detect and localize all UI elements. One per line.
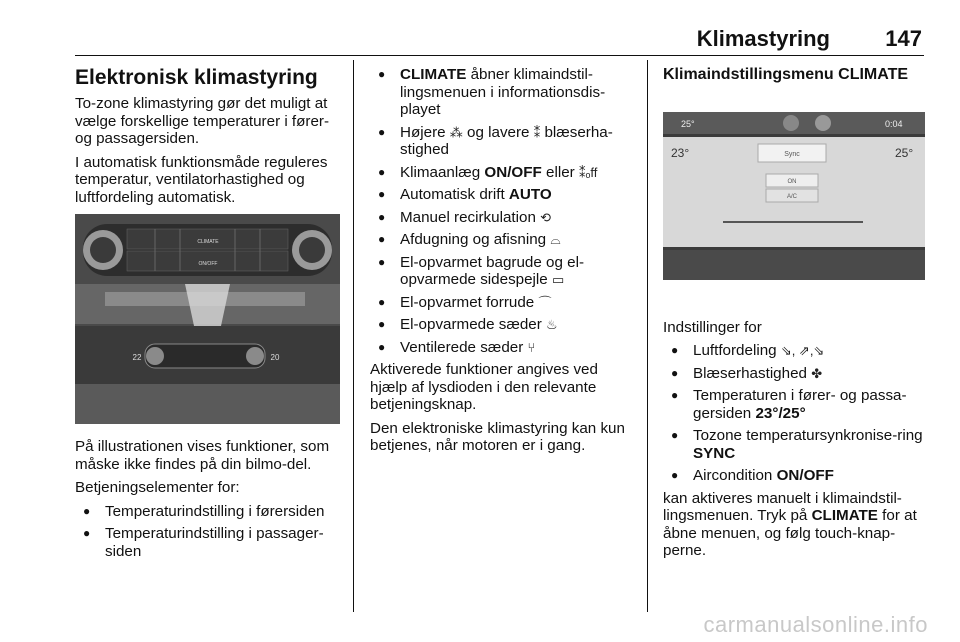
- list-item: [663, 467, 931, 485]
- page-header-title: Klimastyring: [696, 26, 830, 51]
- ventilated-seat-icon: ⑂: [527, 339, 536, 355]
- list-item: [370, 124, 638, 159]
- list-item: [370, 231, 638, 249]
- fan-speed-icon: ✤: [811, 365, 823, 381]
- list-item-text: Luftfordeling: [693, 342, 781, 359]
- settings-bullet-list: [663, 342, 931, 485]
- screen-top-temp: 25°: [681, 118, 695, 129]
- climate-label: CLIMATE: [811, 507, 878, 524]
- paragraph-text: for at åbne menuen, og følg touch-knap-perne.: [663, 507, 917, 559]
- engine-running-paragraph: Den elektroniske klimastyring kan kun betjenes, når motoren er i gang.: [370, 419, 625, 454]
- fan-off-icon: ⁑ₒff: [578, 164, 598, 180]
- panel-climate-button-label: CLIMATE: [197, 239, 219, 245]
- list-item: [370, 164, 638, 182]
- list-item: [370, 254, 638, 289]
- list-item: [370, 186, 638, 204]
- list-item-text: Afdugning og afisning: [400, 231, 551, 248]
- temperature-values: 23°/25°: [755, 404, 806, 422]
- list-item-text: El-opvarmede sæder: [400, 316, 547, 333]
- screen-left-temp: 23°: [671, 145, 690, 160]
- list-item-text: og lavere: [462, 123, 534, 141]
- sync-label: SYNC: [693, 444, 736, 462]
- onoff-label: ON/OFF: [776, 467, 834, 484]
- panel-right-fan-label: 20: [270, 353, 280, 362]
- control-panel-photo: [75, 214, 340, 424]
- recirculation-icon: ⟲: [540, 209, 552, 225]
- panel-left-fan-label: 22: [132, 353, 142, 362]
- list-item: [370, 66, 638, 119]
- list-item: [663, 365, 931, 383]
- screen-clock: 0:04: [885, 118, 903, 129]
- screen-right-temp: 25°: [895, 145, 914, 160]
- climate-menu-paragraph: [663, 490, 931, 560]
- auto-mode-paragraph: I automatisk funktionsmåde reguleres temperatur, ventilatorhastighed og luftfordeling automatisk.: [75, 153, 328, 206]
- onoff-label: ON/OFF: [484, 163, 542, 181]
- list-item-text: blæserha-stighed: [400, 123, 613, 158]
- list-item-text: Klimaanlæg: [400, 163, 485, 181]
- list-item: ● Temperaturindstilling i passager-siden: [75, 525, 343, 560]
- list-item-text: El-opvarmet bagrude og el-opvarmede sidespejle: [400, 253, 585, 288]
- list-item-text: Tozone temperatursynkronise-ring: [693, 427, 923, 444]
- list-item-text: Højere: [400, 123, 450, 141]
- paragraph-text: kan aktiveres manuelt i klimaindstil-lingsmenuen. Tryk på: [663, 489, 902, 524]
- left-bullet-list: [75, 503, 343, 561]
- list-item-text: Ventilerede sæder: [400, 338, 528, 356]
- page-number: 147: [885, 26, 922, 51]
- section-heading: Elektronisk klimastyring: [75, 66, 318, 89]
- controls-intro: Betjeningselementer for:: [75, 479, 240, 496]
- list-item: [370, 209, 638, 227]
- indicator-paragraph: Aktiverede funktioner angives ved hjælp af lysdioden i den relevante betjeningsknap.: [370, 361, 598, 413]
- list-item: [663, 387, 931, 422]
- windscreen-heat-icon: ⌒: [538, 294, 552, 310]
- air-distribution-icon: ⇘, ⇗,⇘: [780, 343, 825, 358]
- fan-up-icon: ⁂: [449, 124, 463, 140]
- fan-down-icon: ⁑: [533, 124, 541, 140]
- list-item-text: Temperaturen i fører- og passa-gersiden: [693, 387, 907, 422]
- list-item-text: Blæserhastighed: [693, 364, 812, 382]
- heated-seat-icon: ♨: [546, 317, 558, 332]
- right-column: [663, 66, 931, 566]
- list-item-text: åbner klimaindstil-lingsmenuen i informationsdis-playet: [400, 66, 606, 118]
- left-column: [75, 62, 343, 565]
- subsection-heading: Klimaindstillingsmenu CLIMATE: [663, 66, 909, 83]
- screen-on-button: ON: [787, 178, 797, 185]
- list-item-text: Manuel recirkulation: [400, 208, 541, 226]
- header-rule: [75, 55, 924, 56]
- list-item-text: Aircondition: [693, 467, 777, 484]
- illustration-note: På illustrationen vises funktioner, som måske ikke findes på din bilmo-del.: [75, 438, 330, 473]
- list-item: [663, 342, 931, 360]
- settings-intro: Indstillinger for: [663, 318, 762, 336]
- panel-onoff-button-label: ON/OFF: [198, 261, 218, 267]
- list-item-text: eller: [541, 163, 579, 181]
- controls-bullet-list: [370, 66, 638, 356]
- list-item-text: El-opvarmet forrude: [400, 293, 539, 311]
- list-item: [370, 339, 638, 357]
- list-item-text: Automatisk drift: [400, 186, 509, 203]
- middle-column: [370, 66, 638, 461]
- intro-paragraph: To-zone klimastyring gør det muligt at vælge forskellige temperaturer i fører- og passagersiden.: [75, 95, 330, 147]
- list-item: [370, 294, 638, 312]
- screen-ac-button: A/C: [786, 193, 798, 200]
- list-item: ● Temperaturindstilling i førersiden: [75, 503, 343, 521]
- list-item: [663, 427, 931, 462]
- watermark: carmanualsonline.info: [703, 612, 928, 637]
- column-divider-2: [647, 60, 648, 612]
- screen-sync-button: Sync: [784, 150, 800, 158]
- climate-label: CLIMATE: [400, 66, 467, 83]
- list-item: [370, 316, 638, 334]
- climate-menu-screen: [663, 92, 925, 307]
- auto-label: AUTO: [508, 186, 552, 203]
- rear-defrost-icon: ▭: [551, 272, 565, 287]
- column-divider-1: [353, 60, 354, 612]
- defrost-icon: ⌓: [550, 232, 561, 247]
